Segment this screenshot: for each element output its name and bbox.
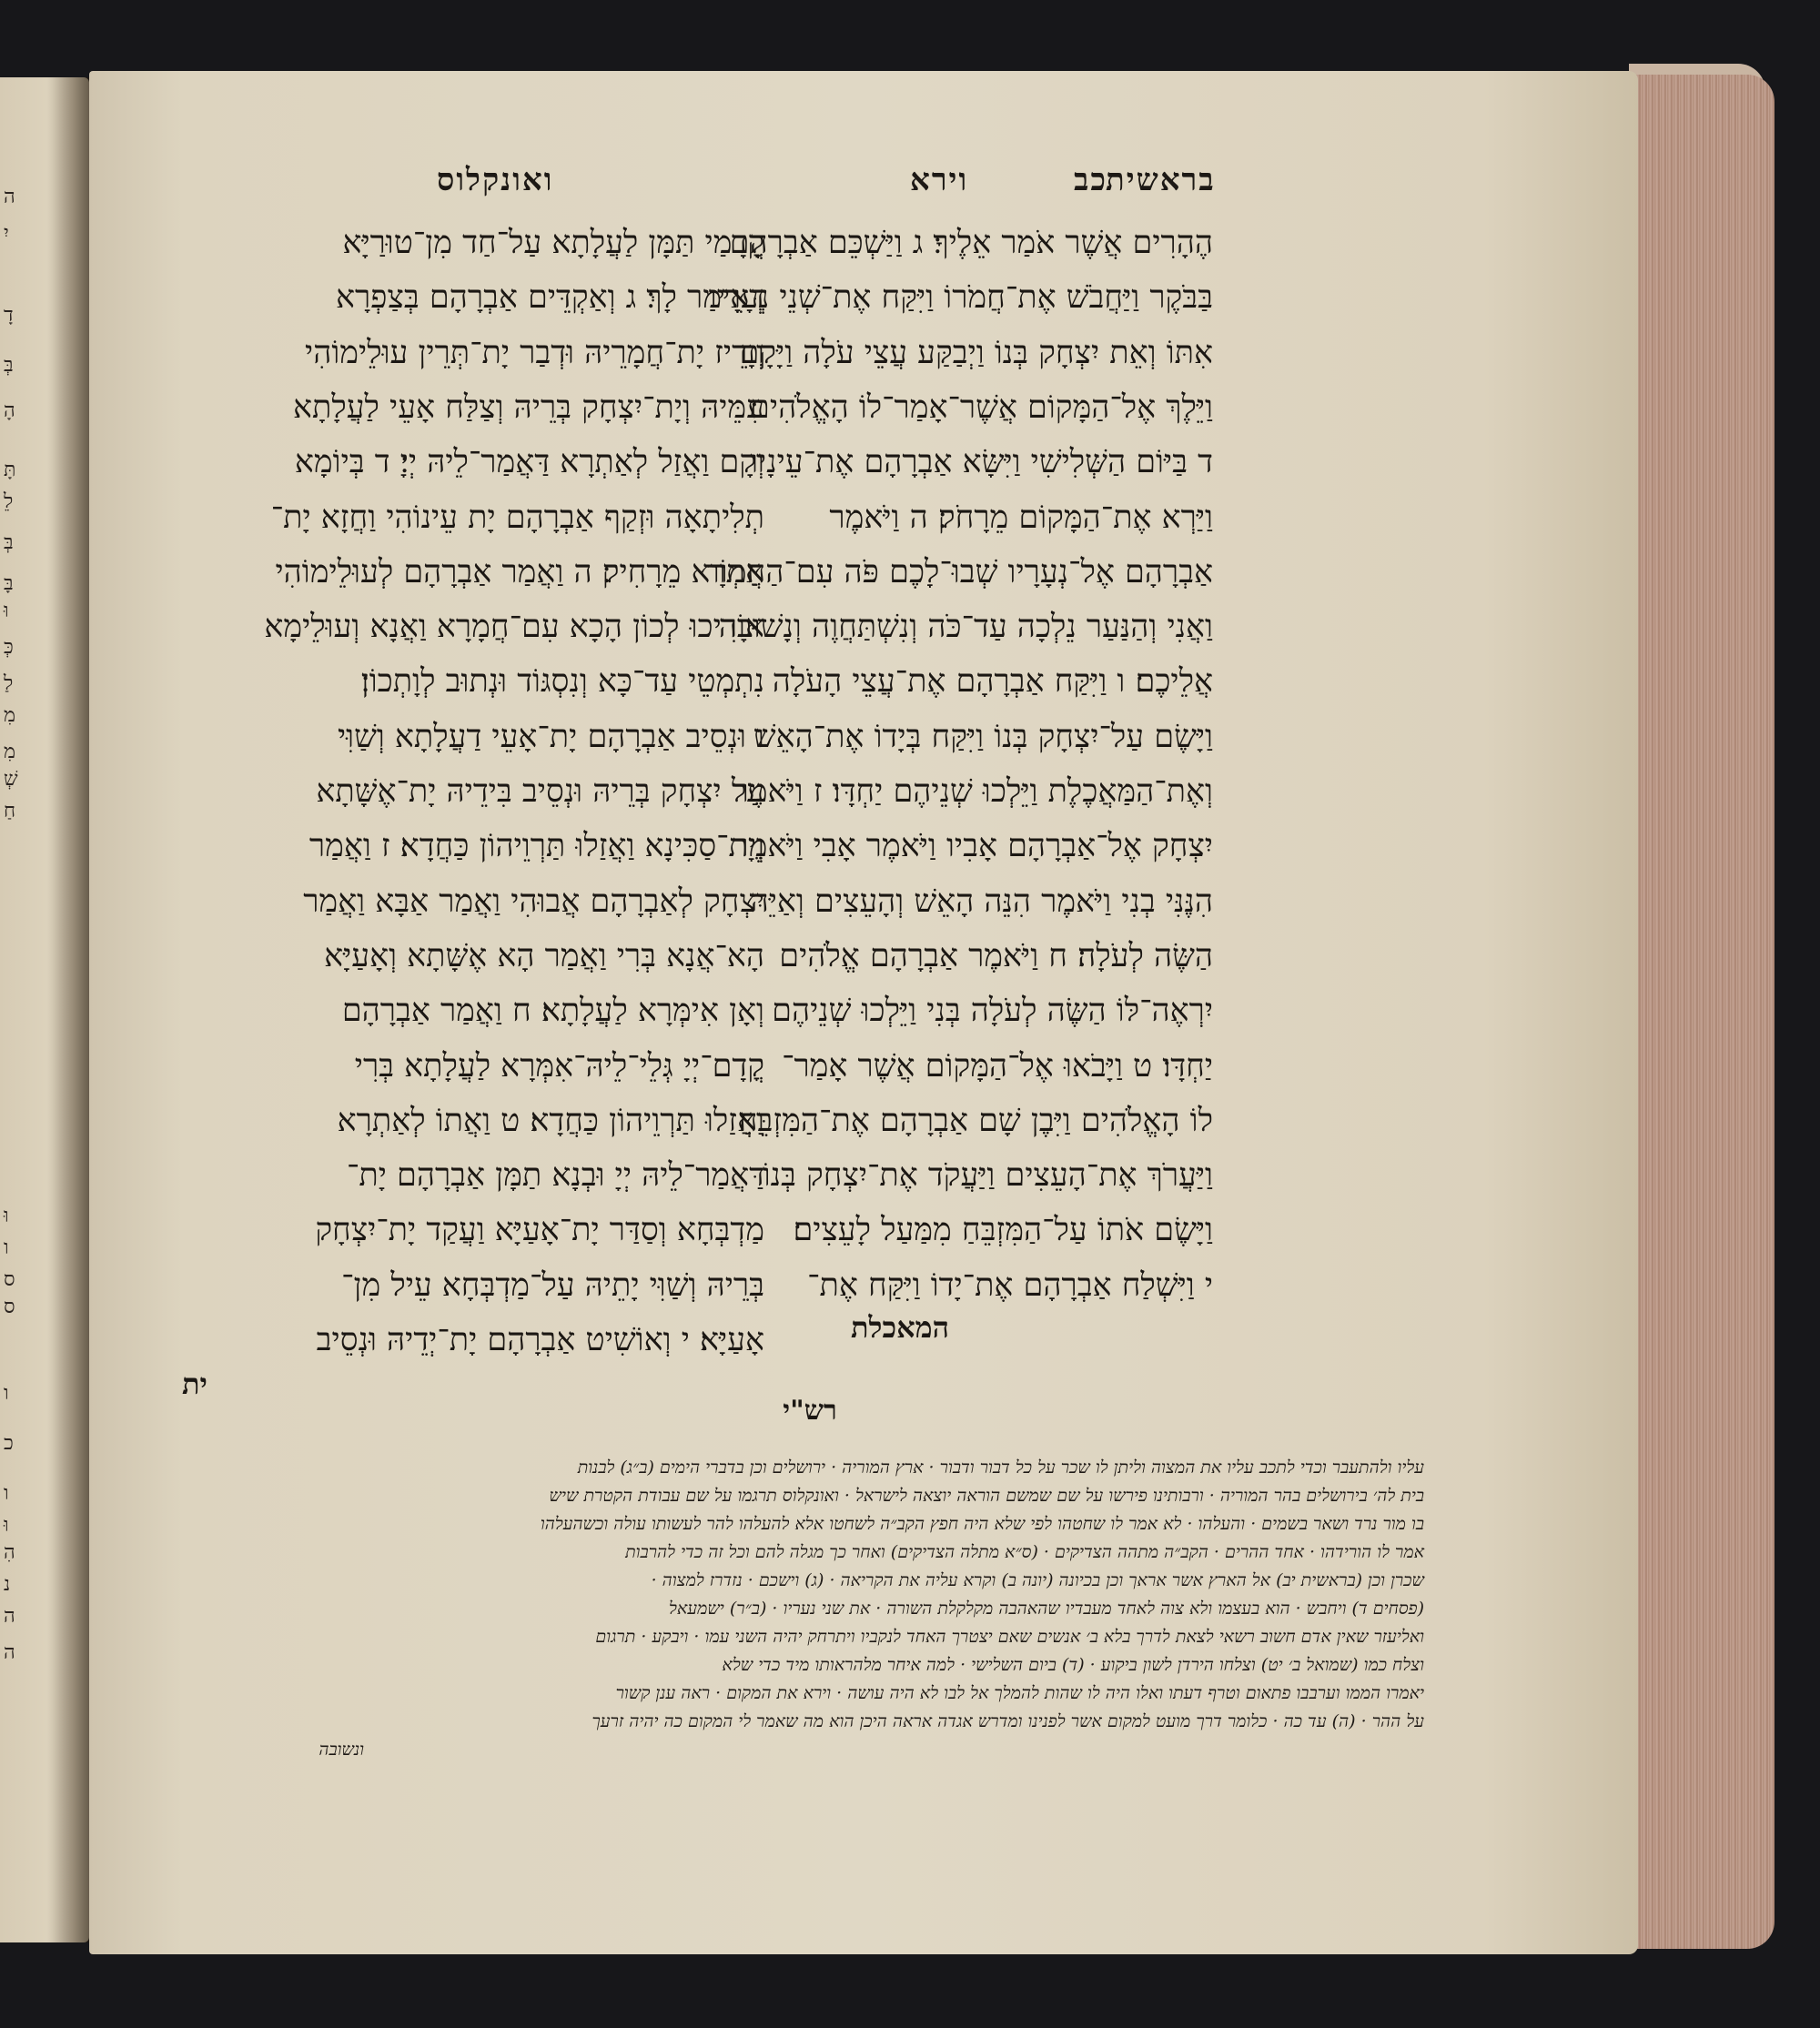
rashi-line: עליו ולהתעבר וכדי לתכב עליו את המצוה וליתן לו שכר על כל דבור ודבור · ארץ המוריה · ירושלים וכן בדברי הימים (ב״ג) לבנות <box>577 1458 1424 1478</box>
header-targum: ואונקלוס <box>437 162 554 198</box>
left-page-fragment: בְּ <box>4 354 14 377</box>
page-fore-edge <box>1629 75 1774 1949</box>
aramaic-line: דְּאֵימַר לָךְ׃ ג וְאַקְדֵּים אַבְרָהָם בְּצַפְרָא <box>335 279 764 317</box>
aramaic-line: וְיָת־סַכִּינָא וַאֲזַלוּ תַּרְוֵיהוֹן כַּחֲדָא׃ ז וַאֲמַר <box>308 828 764 865</box>
left-page-fragment: לַ <box>4 672 14 695</box>
hebrew-line: וַיָּשֶׂם אֹתוֹ עַל־הַמִּזְבֵּחַ מִמַּעַל לָעֵצִים׃ <box>793 1212 1213 1249</box>
header-book: בראשית <box>1106 162 1216 198</box>
rashi-line: ונשובה <box>318 1740 364 1760</box>
hebrew-line: אֲלֵיכֶם׃ ו וַיִּקַּח אַבְרָהָם אֶת־עֲצֵי הָעֹלָה <box>772 663 1213 701</box>
left-page-fragment: יִ <box>4 222 9 245</box>
hebrew-line: אִתּוֹ וְאֵת יִצְחָק בְּנוֹ וַיְבַקַּע עֲצֵי עֹלָה וַיָּקָם <box>739 334 1213 371</box>
aramaic-line: עַל יִצְחָק בְּרֵיהּ וּנְסֵיב בִּידֵיהּ יָת־אֶשָּׁתָא <box>316 773 764 810</box>
left-page-fragment: מִ <box>4 741 16 763</box>
rashi-line: וצלח כמו (שמואל ב׳ יט) וצלחו הירדן לשון ביקוע · (ד) ביום השלישי · למה איחר מלהראותו מיד כדי שלא <box>722 1655 1424 1675</box>
left-page-fragment: ס <box>4 1296 15 1318</box>
hebrew-line: אַבְרָהָם אֶל־נְעָרָיו שְׁבוּ־לָכֶם פֹּה עִם־הַחֲמוֹר <box>703 553 1213 590</box>
rashi-line: יאמרו הממו וערבבו פתאום וטרף דעתו ואלו היה לו שהות להמלך אל לבו לא היה עושה · וירא את המקום · ראה ענן קשור <box>615 1683 1424 1703</box>
left-page-fragment: ו <box>4 1236 9 1259</box>
aramaic-line: קֳדָם־יְיָ גְּלֵי־לֵיהּ־אִמְּרָא לַעֲלָתָא בְּרִי <box>354 1047 764 1085</box>
left-page-fragment: ה <box>4 1641 15 1664</box>
hebrew-line: הִנֶּנִּי בְנִי וַיֹּאמֶר הִנֵּה הָאֵשׁ וְהָעֵצִים וְאַיֵּה <box>750 883 1213 920</box>
left-page-fragment: תָּ <box>4 459 16 481</box>
aramaic-line: הָא־אֲנָא בְּרִי וַאֲמַר הָא אֶשָּׁתָא וְאָעַיָּא <box>324 937 764 974</box>
left-page-fragment: הָ <box>4 399 15 422</box>
left-page-fragment: נ <box>4 1573 11 1596</box>
left-page-fragment: כְּ <box>4 636 14 659</box>
aramaic-line: תְלִיתָאָה וּזְקַף אַבְרָהָם יָת עֵינוֹהִי וַחֲזָא יָת־ <box>270 499 764 536</box>
aramaic-line: אוֹרִיכוּ לְכוֹן הָכָא עִם־חֲמָרָא וַאֲנָא וְעוּלֵימָא <box>264 609 764 646</box>
hebrew-line: י וַיִּשְׁלַח אַבְרָהָם אֶת־יָדוֹ וַיִּקַּח אֶת־ <box>807 1266 1213 1304</box>
rashi-line: שכרן וכן (בראשית יב) אל הארץ אשר אראך וכן בכיונה (יונה ב) וקרא עליה את הקריאה · (ג) וישכם · נזדרז למצוה · <box>651 1570 1424 1590</box>
hebrew-line: יַחְדָּו׃ ט וַיָּבֹאוּ אֶל־הַמָּקוֹם אֲשֶׁר אָמַר־ <box>782 1047 1213 1085</box>
left-page-fragment: בְּ <box>4 531 14 554</box>
aramaic-line: אַתְרָא מֵרָחִיק׃ ה וַאֲמַר אַבְרָהָם לְעוּלֵימוֹהִי <box>275 553 764 590</box>
left-page-fragment: וּ <box>4 600 9 622</box>
aramaic-line: מַדְבְּחָא וְסַדַּר יָת־אָעַיָּא וַעֲקַד יָת־יִצְחָק <box>315 1212 764 1249</box>
hebrew-line: הֶהָרִים אֲשֶׁר אֹמַר אֵלֶיךָ׃ ג וַיַּשְׁכֵּם אַבְרָהָם <box>729 225 1213 261</box>
left-page-fragment: שְׁ <box>4 768 18 791</box>
hebrew-line: וַיָּשֶׂם עַל־יִצְחָק בְּנוֹ וַיִּקַּח בְּיָדוֹ אֶת־הָאֵשׁ <box>753 718 1213 755</box>
left-page-fragment: וּ <box>4 1205 9 1227</box>
aramaic-line: קֳדָמַי תַּמָּן לַעֲלָתָא עַל־חַד מִן־טוּרַיָּא <box>342 225 764 261</box>
left-page-fragment: הִ <box>4 1541 15 1564</box>
left-page-fragment: כ <box>4 1432 14 1455</box>
hebrew-line: וַיֵּלֶךְ אֶל־הַמָּקוֹם אֲשֶׁר־אָמַר־לוֹ הָאֱלֹהִים׃ <box>750 388 1213 426</box>
hebrew-line: לוֹ הָאֱלֹהִים וַיִּבֶן שָׁם אַבְרָהָם אֶת־הַמִּזְבֵּחַ <box>738 1102 1213 1139</box>
aramaic-line: וְזָרֵיז יָת־חֲמָרֵיהּ וּדְבַר יָת־תְּרֵין עוּלֵימוֹהִי <box>305 334 764 371</box>
aramaic-line: אָעַיָּא׃ י וְאוֹשִׁיט אַבְרָהָם יָת־יְדֵיהּ וּנְסֵיב <box>316 1322 764 1358</box>
left-page-fragment: דָ <box>4 304 14 327</box>
hebrew-line: בַּבֹּקֶר וַיַּחֲבֹשׁ אֶת־חֲמֹרוֹ וַיִּקַּח אֶת־שְׁנֵי נְעָרָיו <box>708 279 1213 317</box>
rashi-line: בית לה׳ בירושלים בהר המוריה · ורבותינו פירשו על שם שמשם הוראה יוצאה לישראל · ואונקלוס תרגמו על שם עבודת הקטרת שיש <box>549 1486 1424 1506</box>
header-parsha: וירא <box>910 162 969 198</box>
aramaic-line: נִתְמְטֵי עַד־כָּא וְנִסְגּוֹד וּנְתוּב לְוָתְכוֹן׃ <box>360 663 764 701</box>
rashi-line: על ההר · (ה) עד כה · כלומר דרך מועט למקום אשר לפנינו ומדרש אגדה אראה היכן הוא מה שאמר לי המקום כה יהיה זרעך <box>592 1711 1424 1731</box>
hebrew-line: הַשֶּׂה לְעֹלָה׃ ח וַיֹּאמֶר אַבְרָהָם אֱלֹהִים <box>779 937 1213 974</box>
left-page-fragment: לֵ <box>4 490 14 513</box>
aramaic-line: ו וּנְסֵיב אַבְרָהָם יָת־אָעֵי דַעֲלָתָא וְשַׁוִּי <box>337 718 764 755</box>
aramaic-line: וַאֲזַלוּ תַּרְוֵיהוֹן כַּחֲדָא׃ ט וַאֲתוֹ לְאַתְרָא <box>337 1102 764 1139</box>
aramaic-line: יִצְחָק לְאַבְרָהָם אֲבוּהִי וַאֲמַר אַבָּא וַאֲמַר <box>303 883 764 920</box>
left-page-fragment: בָּ <box>4 572 14 595</box>
book-gutter <box>47 77 91 1942</box>
left-page-fragment: וּ <box>4 1514 9 1537</box>
rashi-line: בו מור נרד ושאר בשמים · והעלהו · לא אמר לו שחטהו לפי שלא היה חפץ הקב״ה לשחטו אלא להעלהו להר לעשותו עולה וכשהעלהו <box>540 1514 1424 1534</box>
hebrew-line: וַאֲנִי וְהַנַּעַר נֵלְכָה עַד־כֹּה וְנִשְׁתַּחֲוֶה וְנָשׁוּבָה <box>718 609 1213 646</box>
rashi-line: ואליעזר שאין אדם חשוב רשאי לצאת לדרך בלא ב׳ אנשים שאם יצטרך האחד לנקביו ויתרחק יהיה השני עמו · ויבקע · תרגום <box>595 1627 1424 1647</box>
header-page-number: כב <box>1074 162 1108 198</box>
aramaic-line: עִמֵּיהּ וְיָת־יִצְחָק בְּרֵיהּ וְצַלַּח אָעֵי לַעֲלָתָא <box>293 388 764 426</box>
aramaic-catchword: ית <box>182 1367 207 1401</box>
aramaic-line: דַּאֲמַר־לֵיהּ יְיָ וּבְנָא תַמָּן אַבְרָהָם יָת־ <box>346 1157 764 1195</box>
aramaic-line: בְּרֵיהּ וְשַׁוִּי יָתֵיהּ עַל־מַדְבְּחָא עֵיל מִן־ <box>341 1266 764 1304</box>
hebrew-line: יִצְחָק אֶל־אַבְרָהָם אָבִיו וַיֹּאמֶר אָבִי וַיֹּאמֶר <box>733 828 1213 865</box>
hebrew-line: וַיַּעֲרֹךְ אֶת־הָעֵצִים וַיַּעֲקֹד אֶת־יִצְחָק בְּנוֹ <box>762 1157 1213 1195</box>
aramaic-line: וְקָם וַאֲזַל לְאַתְרָא דַּאֲמַר־לֵיהּ יְיָ׃ ד בְּיוֹמָא <box>294 444 764 481</box>
hebrew-line: ד בַּיּוֹם הַשְּׁלִישִׁי וַיִּשָּׂא אַבְרָהָם אֶת־עֵינָיו <box>750 444 1213 481</box>
left-page-fragment: ה <box>4 186 15 208</box>
hebrew-line: יִרְאֶה־לּוֹ הַשֶּׂה לְעֹלָה בְּנִי וַיֵּלְכוּ שְׁנֵיהֶם <box>772 993 1213 1030</box>
left-page-fragment: ס <box>4 1268 15 1291</box>
left-page-fragment: מִ <box>4 704 16 727</box>
left-page-fragment: ו <box>4 1382 9 1405</box>
hebrew-catchword: המאכלת <box>851 1310 950 1345</box>
left-page-fragment: ו <box>4 1482 9 1505</box>
rashi-line: אמר לו הורידהו · אחד ההרים · הקב״ה מתהה הצדיקים · (ס״א מתלה הצדיקים) ואחר כך מגלה להם וכל זה כדי להרבות <box>625 1542 1424 1562</box>
hebrew-line: וְאֶת־הַמַּאֲכֶלֶת וַיֵּלְכוּ שְׁנֵיהֶם יַחְדָּו׃ ז וַיֹּאמֶר <box>733 773 1213 810</box>
rashi-heading: רש"י <box>783 1395 837 1427</box>
left-page-fragment: ה <box>4 1605 15 1628</box>
left-page-fragment: חַ <box>4 800 16 822</box>
hebrew-line: וַיַּרְא אֶת־הַמָּקוֹם מֵרָחֹק׃ ה וַיֹּאמֶר <box>829 499 1213 536</box>
aramaic-line: וְאָן אִימְּרָא לַעֲלָתָא׃ ח וַאֲמַר אַבְרָהָם <box>341 993 764 1030</box>
rashi-line: (פסחים ד) ויחבש · הוא בעצמו ולא צוה לאחד מעבדיו שהאהבה מקלקלת השורה · את שני נעריו · (ב״ר) ישמעאל <box>669 1599 1424 1619</box>
